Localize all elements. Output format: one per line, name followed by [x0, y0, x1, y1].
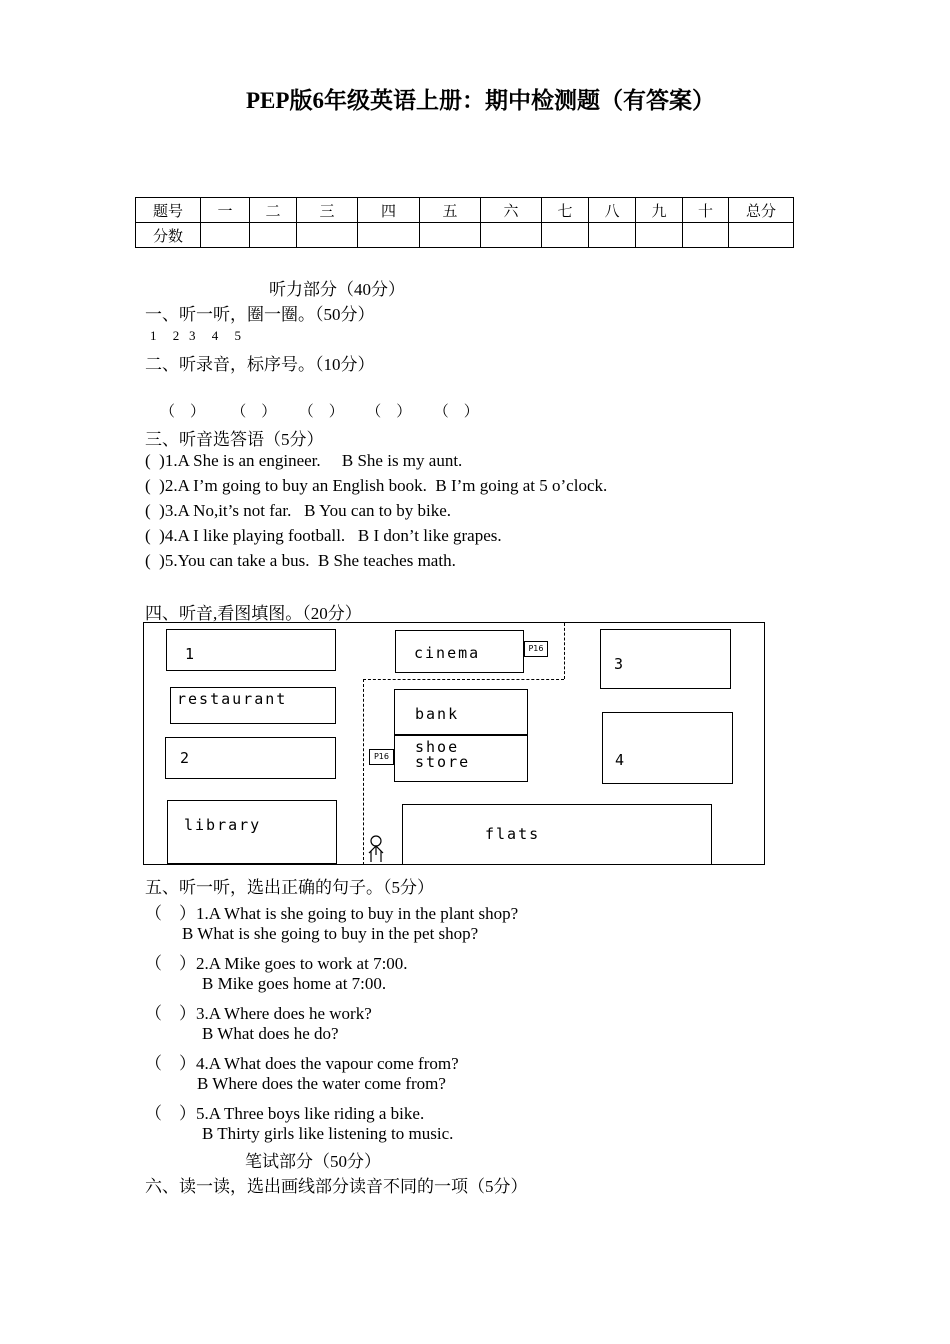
- map-label: 3: [614, 655, 626, 673]
- table-cell: 六: [481, 198, 542, 223]
- question-option: B What is she going to buy in the pet shop?: [182, 924, 479, 943]
- map-label: shoe store: [415, 738, 471, 771]
- street-map: [143, 622, 765, 865]
- table-row: [136, 198, 794, 223]
- map-cinema: [395, 630, 524, 673]
- question-item: （ ）1.A What is she going to buy in the plant shop?: [145, 904, 519, 923]
- listening-header: 听力部分（40分）: [269, 280, 405, 299]
- map-library: [167, 800, 337, 864]
- table-cell: 分数: [136, 223, 201, 248]
- section-2-answer-brackets[interactable]: （ ） （ ） （ ） （ ） （ ）: [160, 404, 479, 420]
- map-shoe-store: [394, 735, 528, 782]
- table-cell: 一: [201, 198, 250, 223]
- score-cell[interactable]: [589, 223, 636, 248]
- table-cell: 十: [683, 198, 729, 223]
- table-cell: 二: [250, 198, 297, 223]
- question-item: （ ）5.A Three boys like riding a bike.: [145, 1104, 425, 1123]
- score-cell[interactable]: [420, 223, 481, 248]
- section-1-numbers: 1 2 3 4 5: [150, 328, 241, 343]
- question-item: ( )1.A She is an engineer. B She is my aunt.: [145, 451, 463, 470]
- map-label: 2: [180, 749, 192, 767]
- table-cell: 三: [297, 198, 358, 223]
- table-row: [136, 223, 794, 248]
- person-icon: [365, 835, 387, 863]
- question-item: ( )4.A I like playing football. B I don’t like grapes.: [145, 526, 502, 545]
- question-option: B Mike goes home at 7:00.: [202, 974, 387, 993]
- table-cell: 四: [358, 198, 420, 223]
- written-header: 笔试部分（50分）: [245, 1152, 381, 1171]
- score-cell[interactable]: [481, 223, 542, 248]
- map-label: restaurant: [177, 690, 288, 708]
- map-label: 4: [615, 751, 627, 769]
- map-flats: [402, 804, 712, 865]
- page-title: PEP版6年级英语上册：期中检测题（有答案）: [246, 88, 715, 113]
- question-item: ( )5.You can take a bus. B She teaches math.: [145, 551, 456, 570]
- table-cell: 题号: [136, 198, 201, 223]
- section-6-heading: 六、读一读，选出画线部分读音不同的一项（5分）: [145, 1177, 528, 1196]
- map-box-1[interactable]: [166, 629, 336, 671]
- map-label: cinema: [414, 644, 481, 662]
- score-table: [135, 197, 794, 248]
- table-cell: 五: [420, 198, 481, 223]
- bus-stop-sign: P16: [369, 749, 394, 765]
- map-box-4[interactable]: [602, 712, 733, 784]
- map-label: library: [184, 816, 262, 834]
- score-cell[interactable]: [683, 223, 729, 248]
- map-box-2[interactable]: [165, 737, 336, 779]
- question-item: （ ）4.A What does the vapour come from?: [145, 1054, 459, 1073]
- section-3-heading: 三、听音选答语（5分）: [145, 430, 324, 449]
- map-restaurant: [170, 687, 336, 724]
- section-2-heading: 二、听录音，标序号。（10分）: [145, 355, 375, 374]
- question-option: B Thirty girls like listening to music.: [202, 1124, 454, 1143]
- score-cell[interactable]: [542, 223, 589, 248]
- score-cell[interactable]: [297, 223, 358, 248]
- question-option: B What does he do?: [202, 1024, 339, 1043]
- table-cell: 九: [636, 198, 683, 223]
- section-5-heading: 五、听一听，选出正确的句子。（5分）: [145, 878, 434, 897]
- table-cell: 七: [542, 198, 589, 223]
- question-option: B Where does the water come from?: [197, 1074, 446, 1093]
- bus-stop-sign: P16: [524, 641, 548, 657]
- section-1-heading: 一、听一听，圈一圈。（50分）: [145, 305, 375, 324]
- table-cell: 总分: [729, 198, 794, 223]
- map-label: 1: [185, 645, 197, 663]
- score-cell[interactable]: [358, 223, 420, 248]
- table-cell: 八: [589, 198, 636, 223]
- road-line: [363, 679, 364, 865]
- score-cell[interactable]: [201, 223, 250, 248]
- road-line: [363, 679, 564, 680]
- map-label: bank: [415, 705, 460, 723]
- question-item: ( )2.A I’m going to buy an English book. B I’m going at 5 o’clock.: [145, 476, 608, 495]
- score-cell[interactable]: [729, 223, 794, 248]
- score-cell[interactable]: [636, 223, 683, 248]
- question-item: （ ）3.A Where does he work?: [145, 1004, 372, 1023]
- question-item: （ ）2.A Mike goes to work at 7:00.: [145, 954, 408, 973]
- map-label: flats: [485, 825, 541, 843]
- map-box-3[interactable]: [600, 629, 731, 689]
- map-bank: [394, 689, 528, 735]
- road-line: [564, 623, 565, 679]
- section-4-heading: 四、听音,看图填图。（20分）: [145, 604, 362, 623]
- question-item: ( )3.A No,it’s not far. B You can to by bike.: [145, 501, 451, 520]
- score-cell[interactable]: [250, 223, 297, 248]
